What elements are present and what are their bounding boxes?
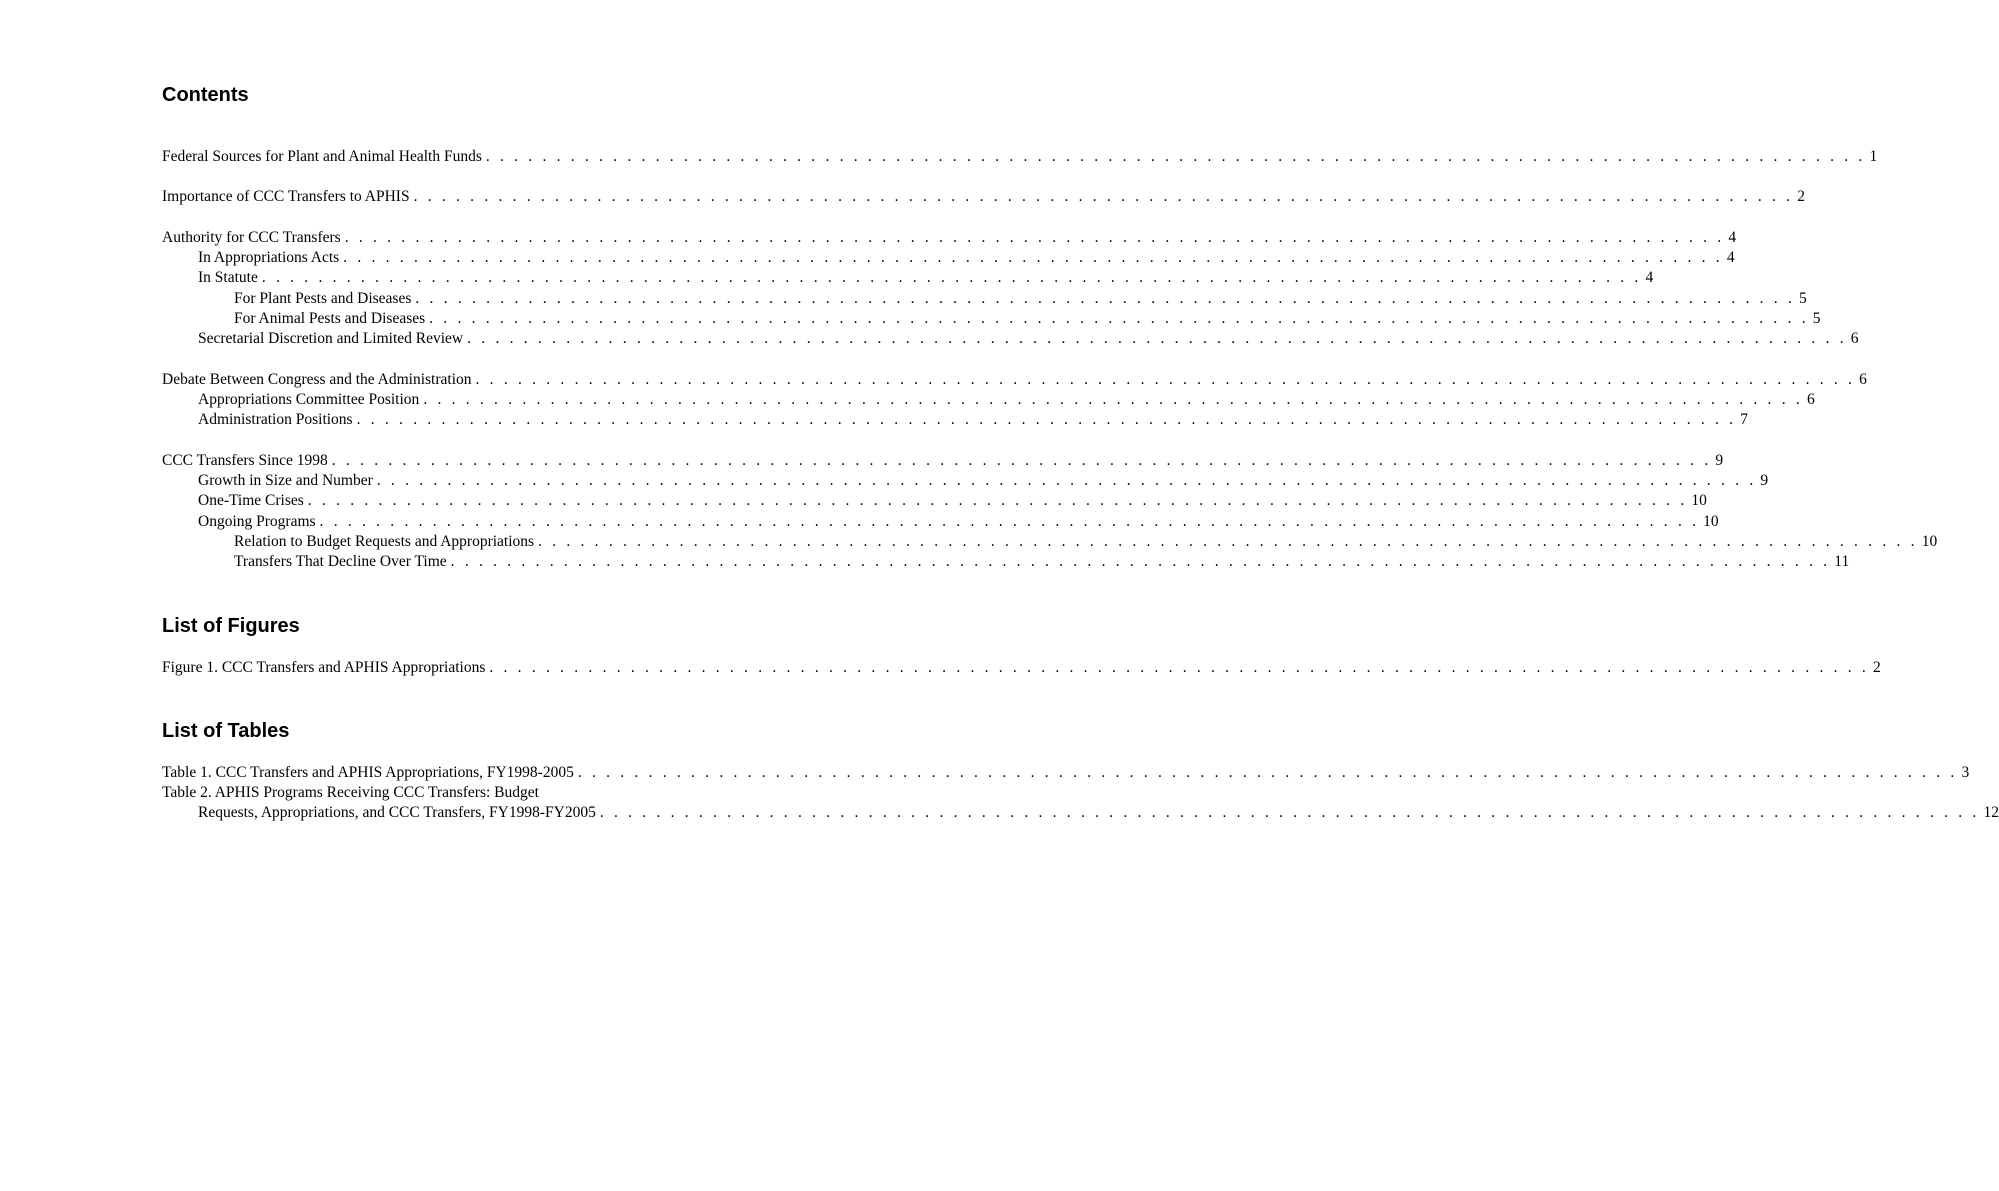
toc-entry-title: Requests, Appropriations, and CCC Transfers, FY1998-FY2005: [198, 804, 596, 821]
toc-entry-title: One-Time Crises: [198, 492, 304, 509]
toc-entry[interactable]: [162, 532, 1938, 552]
toc-entry-page: 3: [1961, 764, 1970, 781]
toc-entry[interactable]: [162, 552, 1850, 572]
toc-entry-page: 5: [1812, 310, 1821, 327]
toc-entry[interactable]: [162, 289, 1807, 309]
dot-leader: . . . . . . . . . . . . . . . . . . . . . . . . . . . . . . . . . . . . . . . . . . . . . . . . . . . . . . . . . . . . . . . . . . . . . . . . . . . . . . . . . . . . . . . . . . . . . . . . . .: [467, 330, 1847, 347]
toc-entry-title: Transfers That Decline Over Time: [234, 553, 447, 570]
toc-entry-page: 6: [1850, 330, 1859, 347]
contents-heading: Contents: [162, 84, 249, 106]
toc-entry-title: Debate Between Congress and the Administration: [162, 371, 472, 388]
dot-leader: . . . . . . . . . . . . . . . . . . . . . . . . . . . . . . . . . . . . . . . . . . . . . . . . . . . . . . . . . . . . . . . . . . . . . . . . . . . . . . . . . . . . . . . . . . . . . . . . . .: [319, 513, 1700, 530]
toc-entry-page: 9: [1715, 452, 1724, 469]
dot-leader: . . . . . . . . . . . . . . . . . . . . . . . . . . . . . . . . . . . . . . . . . . . . . . . . . . . . . . . . . . . . . . . . . . . . . . . . . . . . . . . . . . . . . . . . . . . . . . . . . .: [415, 290, 1796, 307]
toc-entry[interactable]: [162, 187, 1805, 207]
dot-leader: . . . . . . . . . . . . . . . . . . . . . . . . . . . . . . . . . . . . . . . . . . . . . . . . . . . . . . . . . . . . . . . . . . . . . . . . . . . . . . . . . . . . . . . . . . . . . . . . . .: [429, 310, 1809, 327]
toc-entry[interactable]: [162, 512, 1719, 532]
toc-entry-title: For Plant Pests and Diseases: [234, 290, 412, 307]
toc-entry-page: 4: [1728, 229, 1737, 246]
toc-entry-page: 11: [1834, 553, 1850, 570]
figures-heading: List of Figures: [162, 615, 300, 637]
toc-entry-page: 1: [1869, 148, 1878, 165]
dot-leader: . . . . . . . . . . . . . . . . . . . . . . . . . . . . . . . . . . . . . . . . . . . . . . . . . . . . . . . . . . . . . . . . . . . . . . . . . . . . . . . . . . . . . . . . . . . . . . . . . .: [307, 492, 1688, 509]
table-entry[interactable]: [162, 803, 1999, 823]
toc-entry-title: Appropriations Committee Position: [198, 391, 420, 408]
toc-entry[interactable]: [162, 390, 1815, 410]
toc-entry-page: 2: [1797, 188, 1805, 205]
tables-heading: List of Tables: [162, 720, 290, 742]
toc-entry[interactable]: [162, 451, 1724, 471]
toc-entry[interactable]: [162, 370, 1867, 390]
dot-leader: . . . . . . . . . . . . . . . . . . . . . . . . . . . . . . . . . . . . . . . . . . . . . . . . . . . . . . . . . . . . . . . . . . . . . . . . . . . . . . . . . . . . . . . . . . . . . . . . . .: [344, 229, 1725, 246]
dot-leader: . . . . . . . . . . . . . . . . . . . . . . . . . . . . . . . . . . . . . . . . . . . . . . . . . . . . . . . . . . . . . . . . . . . . . . . . . . . . . . . . . . . . . . . . . . . . . . . . . .: [343, 249, 1723, 266]
dot-leader: . . . . . . . . . . . . . . . . . . . . . . . . . . . . . . . . . . . . . . . . . . . . . . . . . . . . . . . . . . . . . . . . . . . . . . . . . . . . . . . . . . . . . . . . . . . . . . . . . .: [413, 188, 1794, 205]
toc-entry-title: Table 1. CCC Transfers and APHIS Appropriations, FY1998-2005: [162, 764, 574, 781]
dot-leader: . . . . . . . . . . . . . . . . . . . . . . . . . . . . . . . . . . . . . . . . . . . . . . . . . . . . . . . . . . . . . . . . . . . . . . . . . . . . . . . . . . . . . . . . . . . . . . . . . .: [489, 659, 1869, 676]
dot-leader: . . . . . . . . . . . . . . . . . . . . . . . . . . . . . . . . . . . . . . . . . . . . . . . . . . . . . . . . . . . . . . . . . . . . . . . . . . . . . . . . . . . . . . . . . . . . . . . . . .: [331, 452, 1712, 469]
toc-entry-title: In Statute: [198, 269, 258, 286]
toc-entry-page: 2: [1873, 659, 1881, 676]
toc-entry-title: Relation to Budget Requests and Appropriations: [234, 533, 535, 550]
toc-entry-page: 12: [1983, 804, 1999, 821]
toc-entry-page: 10: [1921, 533, 1938, 550]
toc-entry-title: Ongoing Programs: [198, 513, 316, 530]
toc-entry[interactable]: [162, 491, 1707, 511]
figure-entry[interactable]: [162, 658, 1881, 678]
dot-leader: . . . . . . . . . . . . . . . . . . . . . . . . . . . . . . . . . . . . . . . . . . . . . . . . . . . . . . . . . . . . . . . . . . . . . . . . . . . . . . . . . . . . . . . . . . . . . . . . . .: [423, 391, 1803, 408]
dot-leader: . . . . . . . . . . . . . . . . . . . . . . . . . . . . . . . . . . . . . . . . . . . . . . . . . . . . . . . . . . . . . . . . . . . . . . . . . . . . . . . . . . . . . . . . . . . . . . . . . .: [577, 764, 1958, 781]
toc-entry-title: Federal Sources for Plant and Animal Health Funds: [162, 148, 482, 165]
toc-entry-page: 10: [1691, 492, 1707, 509]
toc-entry-page: 5: [1799, 290, 1807, 307]
dot-leader: . . . . . . . . . . . . . . . . . . . . . . . . . . . . . . . . . . . . . . . . . . . . . . . . . . . . . . . . . . . . . . . . . . . . . . . . . . . . . . . . . . . . . . . . . . . . . . . . . .: [538, 533, 1918, 550]
toc-entry-page: 9: [1760, 472, 1769, 489]
toc-entry-title: For Animal Pests and Diseases: [234, 310, 426, 327]
toc-entry-page: 4: [1645, 269, 1654, 286]
toc-entry[interactable]: [162, 309, 1821, 329]
dot-leader: . . . . . . . . . . . . . . . . . . . . . . . . . . . . . . . . . . . . . . . . . . . . . . . . . . . . . . . . . . . . . . . . . . . . . . . . . . . . . . . . . . . . . . . . . . . . . . . . . .: [450, 553, 1831, 570]
toc-entry-page: 4: [1726, 249, 1735, 266]
toc-entry-title: Authority for CCC Transfers: [162, 229, 341, 246]
toc-entry-title: Secretarial Discretion and Limited Review: [198, 330, 464, 347]
toc-entry[interactable]: [162, 248, 1735, 268]
toc-entry-page: 6: [1806, 391, 1815, 408]
dot-leader: . . . . . . . . . . . . . . . . . . . . . . . . . . . . . . . . . . . . . . . . . . . . . . . . . . . . . . . . . . . . . . . . . . . . . . . . . . . . . . . . . . . . . . . . . . . . . . . . . .: [485, 148, 1866, 165]
toc-entry-title: CCC Transfers Since 1998: [162, 452, 328, 469]
dot-leader: . . . . . . . . . . . . . . . . . . . . . . . . . . . . . . . . . . . . . . . . . . . . . . . . . . . . . . . . . . . . . . . . . . . . . . . . . . . . . . . . . . . . . . . . . . . . . . . . . .: [261, 269, 1642, 286]
toc-entry[interactable]: [162, 268, 1654, 288]
toc-entry-title: Importance of CCC Transfers to APHIS: [162, 188, 410, 205]
toc-entry[interactable]: [162, 147, 1878, 167]
toc-entry[interactable]: [162, 329, 1859, 349]
dot-leader: . . . . . . . . . . . . . . . . . . . . . . . . . . . . . . . . . . . . . . . . . . . . . . . . . . . . . . . . . . . . . . . . . . . . . . . . . . . . . . . . . . . . . . . . . . . . . . . . . .: [376, 472, 1757, 489]
dot-leader: . . . . . . . . . . . . . . . . . . . . . . . . . . . . . . . . . . . . . . . . . . . . . . . . . . . . . . . . . . . . . . . . . . . . . . . . . . . . . . . . . . . . . . . . . . . . . . . . . .: [475, 371, 1856, 388]
toc-entry[interactable]: [162, 228, 1737, 248]
table-entry-title-first-line[interactable]: Table 2. APHIS Programs Receiving CCC Transfers: Budget: [162, 784, 539, 801]
table-entry[interactable]: [162, 763, 1970, 783]
dot-leader: . . . . . . . . . . . . . . . . . . . . . . . . . . . . . . . . . . . . . . . . . . . . . . . . . . . . . . . . . . . . . . . . . . . . . . . . . . . . . . . . . . . . . . . . . . . . . . . . . .: [599, 804, 1980, 821]
toc-entry[interactable]: [162, 471, 1769, 491]
toc-entry-page: 6: [1859, 371, 1867, 388]
toc-entry-page: 10: [1703, 513, 1719, 530]
toc-entry-title: Growth in Size and Number: [198, 472, 373, 489]
toc-entry-page: 7: [1740, 411, 1748, 428]
toc-entry-title: In Appropriations Acts: [198, 249, 340, 266]
toc-entry-title: Administration Positions: [198, 411, 353, 428]
toc-entry-title: Figure 1. CCC Transfers and APHIS Appropriations: [162, 659, 486, 676]
dot-leader: . . . . . . . . . . . . . . . . . . . . . . . . . . . . . . . . . . . . . . . . . . . . . . . . . . . . . . . . . . . . . . . . . . . . . . . . . . . . . . . . . . . . . . . . . . . . . . . . . .: [356, 411, 1737, 428]
toc-entry[interactable]: [162, 410, 1748, 430]
